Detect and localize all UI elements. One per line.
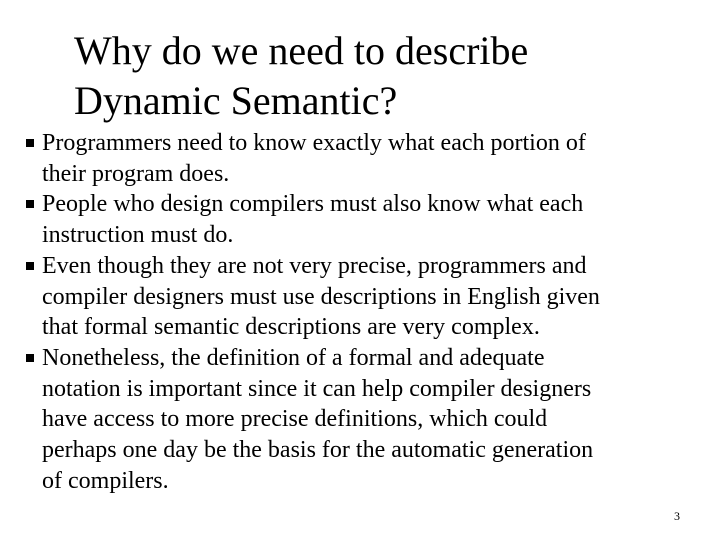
square-bullet-icon [26,189,34,219]
bullet-line: of compilers. [42,467,169,494]
bullet-line: have access to more precise definitions, which could [42,406,548,433]
bullet-item-2 [0,189,720,250]
bullet-text [42,251,720,343]
square-bullet-icon [26,343,34,373]
bullet-line: Even though they are not very precise, programmers and [42,252,587,279]
bullet-line: perhaps one day be the basis for the automatic generation [42,437,594,464]
bullet-line: notation is important since it can help compiler designers [42,375,592,402]
bullet-line: People who design compilers must also know what each [42,191,584,218]
square-bullet-icon [26,128,34,158]
bullet-item-4 [0,343,720,497]
bullet-text [42,189,720,250]
bullet-item-3 [0,251,720,343]
bullet-item-1 [0,128,720,189]
square-bullet-icon [26,251,34,281]
bullet-line: Programmers need to know exactly what each portion of [42,130,586,156]
bullet-line: Nonetheless, the definition of a formal and adequate [42,344,545,371]
bullet-text [42,343,720,497]
slide-title-line-1: Why do we need to describe [74,28,529,73]
bullet-list [0,128,720,496]
slide-title [74,26,694,126]
page-number: 3 [674,509,680,523]
bullet-text [42,128,720,189]
bullet-line: that formal semantic descriptions are very complex. [42,314,540,341]
slide-title-line-2: Dynamic Semantic? [74,78,398,123]
bullet-line: instruction must do. [42,222,234,249]
bullet-line: compiler designers must use descriptions in English given [42,283,600,310]
bullet-line: their program does. [42,160,230,187]
